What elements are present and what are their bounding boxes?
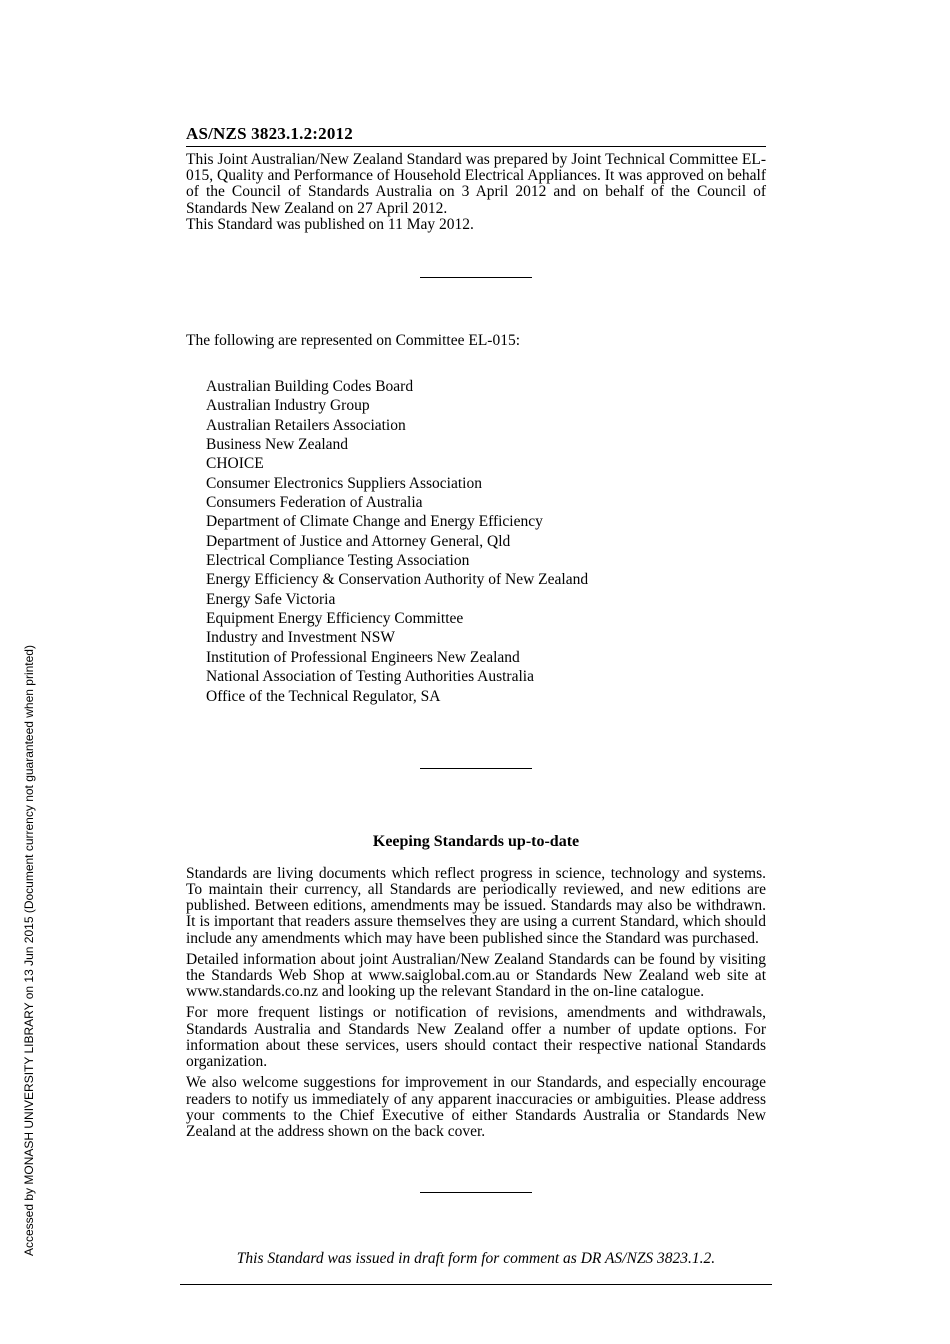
committee-member: Department of Climate Change and Energy Efficiency: [206, 513, 543, 531]
section-divider: [420, 277, 532, 278]
committee-member: Industry and Investment NSW: [206, 629, 395, 647]
standard-number-title: AS/NZS 3823.1.2:2012: [186, 124, 353, 143]
library-access-vertical-text: Accessed by MONASH UNIVERSITY LIBRARY on 13 Jun 2015 (Document currency not guaranteed when printed): [22, 645, 36, 1256]
committee-member: Consumers Federation of Australia: [206, 494, 423, 512]
committee-member: Australian Retailers Association: [206, 416, 406, 434]
committee-member: CHOICE: [206, 455, 264, 473]
committee-member: Australian Industry Group: [206, 397, 370, 415]
committee-member: Consumer Electronics Suppliers Association: [206, 474, 482, 492]
committee-member: Department of Justice and Attorney General, Qld: [206, 532, 511, 550]
draft-form-note: This Standard was issued in draft form for comment as DR AS/NZS 3823.1.2.: [236, 1250, 716, 1268]
published-date-line: This Standard was published on 11 May 2012.: [186, 215, 474, 233]
keeping-paragraph-4: We also welcome suggestions for improvement in our Standards, and especially encourage readers to notify us immediately of any apparent inaccuracies or ambiguities. Please address your comments to the Chief Executive of either Standards Australia or Standards New Zealand at the address shown on the back cover.: [186, 1074, 766, 1140]
keeping-paragraph-1: Standards are living documents which reflect progress in science, technology and systems. To maintain their currency, all Standards are periodically reviewed, and new editions are published. Between editions, amendments may be issued. Standards may also be withdrawn. It is important that readers assure themselves they are using a current Standard, which should include any amendments which may have been published since the Standard was purchased.: [186, 864, 766, 947]
keeping-paragraph-2: Detailed information about joint Australian/New Zealand Standards can be found by visiting the Standards Web Shop at www.saiglobal.com.au or Standards New Zealand web site at www.standards.co.nz and looking up the relevant Standard in the on-line catalogue.: [186, 950, 766, 1001]
keeping-paragraph-3: For more frequent listings or notification of revisions, amendments and withdrawals, Standards Australia and Standards New Zealand offer a number of update options. For information about these services, users should contact their respective national Standards organization.: [186, 1004, 766, 1071]
committee-member: Business New Zealand: [206, 436, 349, 454]
committee-member: Australian Building Codes Board: [206, 378, 414, 396]
committee-member: Electrical Compliance Testing Association: [206, 552, 470, 570]
committee-member: Institution of Professional Engineers New Zealand: [206, 648, 520, 666]
committee-member: Energy Safe Victoria: [206, 590, 336, 608]
keeping-standards-heading: Keeping Standards up-to-date: [372, 832, 580, 850]
section-divider: [420, 768, 532, 769]
committee-intro-line: The following are represented on Committee EL-015:: [186, 332, 521, 350]
page-content: [186, 0, 766, 1285]
committee-member: Office of the Technical Regulator, SA: [206, 687, 441, 705]
committee-member: Equipment Energy Efficiency Committee: [206, 610, 464, 628]
committee-member: Energy Efficiency & Conservation Authority of New Zealand: [206, 571, 589, 589]
committee-member: National Association of Testing Authorities Australia: [206, 668, 534, 686]
bottom-rule: [180, 1284, 772, 1285]
section-divider: [420, 1192, 532, 1193]
committee-member-list: [206, 377, 766, 706]
title-rule: [186, 146, 766, 147]
preparation-paragraph: This Joint Australian/New Zealand Standard was prepared by Joint Technical Committee EL-015, Quality and Performance of Household Electrical Appliances. It was approved on behalf of the Council of Standards Australia on 3 April 2012 and on behalf of the Council of Standards New Zealand on 27 April 2012.: [186, 151, 766, 217]
